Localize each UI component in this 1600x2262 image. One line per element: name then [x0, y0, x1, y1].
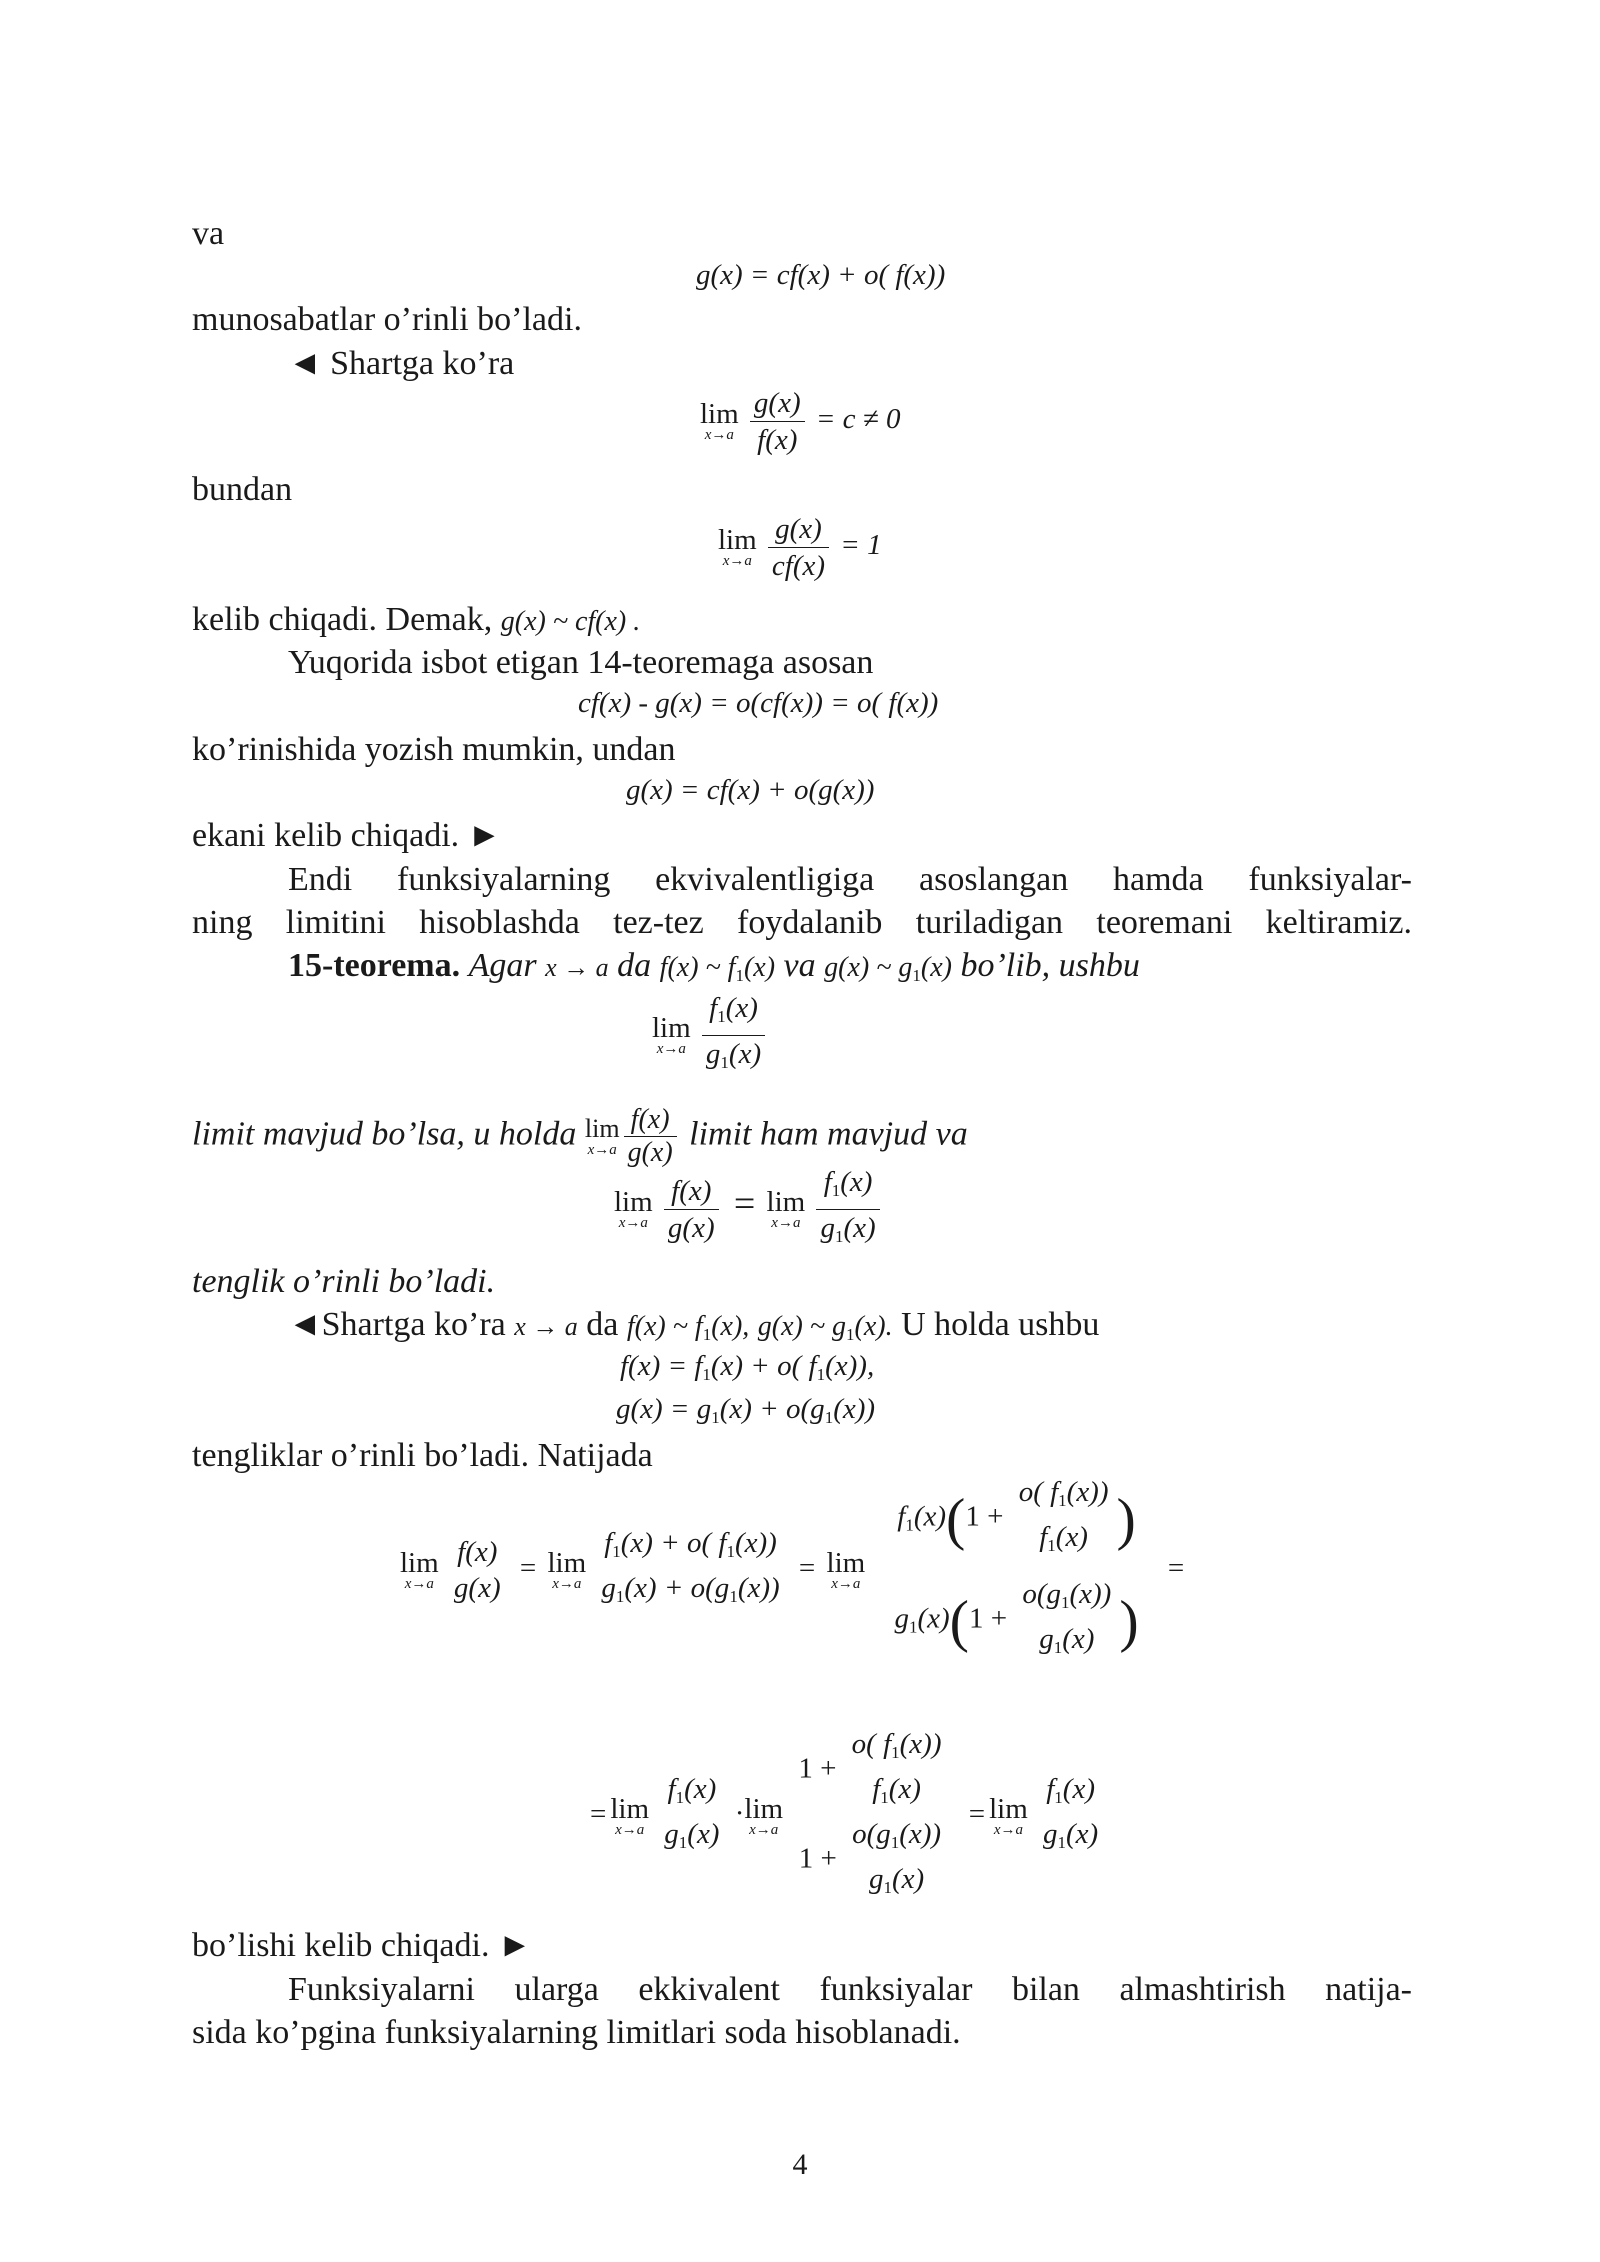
fraction-f-over-g: f(x) g(x)	[453, 1536, 501, 1604]
formula-g-equals-cf-og: g(x) = cf(x) + o(g(x))	[626, 774, 875, 806]
limit-operator: lim x→a	[744, 1792, 784, 1838]
limit-operator: lim x→a	[400, 1546, 439, 1592]
limit-operator: lim x→a	[610, 1792, 650, 1838]
text-korinishida: ko’rinishida yozish mumkin, undan	[192, 731, 676, 768]
text-yuqorida: Yuqorida isbot etigan 14-teoremaga asosan	[288, 644, 874, 681]
text-sida: sida ko’pgina funksiyalarning limitlari soda hisoblanadi.	[192, 2014, 961, 2051]
theorem-tenglik: tenglik o’rinli bo’ladi.	[192, 1263, 496, 1300]
fraction-f1-over-g1: $\frac{f1(x)}{g1(x)}$	[816, 1164, 879, 1255]
theorem-15-statement: 15-teorema. Agar x → a da f(x) ~ f1(x) va g(x) ~ g1(x) bo’lib, ushbu	[288, 947, 1140, 985]
limit-operator: lim x→a	[718, 524, 757, 569]
text-tengliklar: tengliklar o’rinli bo’ladi. Natijada	[192, 1437, 653, 1474]
text-shartga-kora: ◄ Shartga ko’ra	[288, 345, 515, 382]
text-bundan: bundan	[192, 471, 293, 508]
fraction-f-over-g: $\frac{f(x)}{g(x)}$	[624, 1104, 677, 1169]
formula-limit-equality: lim x→a $\frac{f(x)}{g(x)}$ = lim x→a $\frac{f1(x)}{g1(x)}$	[614, 1164, 884, 1255]
fraction-f1-over-g1: f1(x) g1(x)	[664, 1773, 720, 1852]
fraction-one-plus-ratios: 1 + o( f1(x)) f1(x) 1 + o(g1(x)) g1(x)	[798, 1728, 942, 1897]
formula-equivalence: g(x) ~ cf(x) .	[500, 606, 641, 637]
formula-big-limit-row1: lim x→a f(x) g(x) = lim x→a f1(x) + o( f1(x)) g1(x) + o(g1(x)) = lim x→a f1(x)(1 + o( f1(x)) f1(x) ) g1(x)(1 + o(g1(x)) g1(x) ) =	[400, 1474, 1188, 1666]
formula-limit-f1-over-g1	[652, 990, 769, 1081]
fraction-f1-over-g1: f1(x) g1(x)	[1043, 1773, 1099, 1852]
text-munosabatlar: munosabatlar o’rinli bo’ladi.	[192, 301, 582, 338]
limit-operator: lim x→a	[614, 1186, 653, 1231]
proof-shartga-kora: ◄Shartga ko’ra x → a da f(x) ~ f1(x), g(x) ~ g1(x). U holda ushbu	[288, 1306, 1100, 1344]
fraction-g-over-cf: $\frac{g(x)}{cf(x)}$	[768, 511, 829, 584]
text-bolishi: bo’lishi kelib chiqadi. ►	[192, 1927, 532, 1964]
fraction-f1-over-g1: $\frac{f1(x)}{g1(x)}$	[702, 990, 765, 1081]
fraction-expansions: f1(x) + o( f1(x)) g1(x) + o(g1(x))	[601, 1527, 780, 1606]
fraction-g-over-f: $\frac{g(x)}{f(x)}$	[750, 385, 805, 458]
formula-f-expansion: f(x) = f1(x) + o( f1(x)),	[620, 1350, 875, 1384]
text-kelib-chiqadi-demak: kelib chiqadi. Demak, g(x) ~ cf(x) .	[192, 601, 641, 638]
formula-limit-ratio-one: lim x→a $\frac{g(x)}{cf(x)}$ = 1	[718, 513, 882, 582]
limit-operator: lim x→a	[826, 1546, 866, 1592]
fraction-f-over-g: $\frac{f(x)}{g(x)}$	[664, 1173, 719, 1246]
formula-cf-minus-g: cf(x) - g(x) = o(cf(x)) = o( f(x))	[578, 687, 939, 719]
formula-big-limit-row2: = lim x→a f1(x) g1(x) ·lim x→a 1 + o( f1(x)) f1(x) 1 + o(g1(x)) g1(x) = lim x→a f1(x) g1(x)	[586, 1726, 1106, 1906]
limit-operator: lim x→a	[766, 1186, 806, 1231]
limit-operator: lim x→a	[989, 1792, 1028, 1838]
formula-limit-ratio-c: lim x→a $\frac{g(x)}{f(x)}$ = c ≠ 0	[700, 387, 901, 456]
theorem-limit-mavjud: limit mavjud bo’lsa, u holda lim x→a $\frac{f(x)}{g(x)}$ limit ham mavjud va	[192, 1104, 968, 1168]
formula-g-equals-cf: g(x) = cf(x) + o( f(x))	[696, 259, 946, 291]
limit-operator: lim x→a	[584, 1114, 620, 1158]
theorem-label: 15-teorema.	[288, 947, 461, 984]
formula-g-expansion: g(x) = g1(x) + o(g1(x))	[616, 1393, 876, 1427]
limit-operator: lim x→a	[700, 398, 739, 443]
text-ekani: ekani kelib chiqadi. ►	[192, 817, 502, 854]
fraction-factored: f1(x)(1 + o( f1(x)) f1(x) ) g1(x)(1 + o(g1(x)) g1(x) )	[894, 1476, 1139, 1657]
limit-operator: lim x→a	[547, 1546, 587, 1592]
text-endi-paragraph: Endi funksiyalarning ekvivalentligiga asoslangan hamda funksiyalar-	[288, 861, 1412, 898]
text-va: va	[192, 215, 225, 252]
text-funksiyalarni-paragraph: Funksiyalarni ularga ekkivalent funksiyalar bilan almashtirish natija-	[288, 1971, 1412, 2008]
text-ning-limitini: ning limitini hisoblashda tez-tez foydalanib turiladigan teoremani keltiramiz.	[192, 904, 1412, 941]
page-number: 4	[792, 2148, 808, 2181]
limit-operator: lim x→a	[652, 1012, 691, 1057]
